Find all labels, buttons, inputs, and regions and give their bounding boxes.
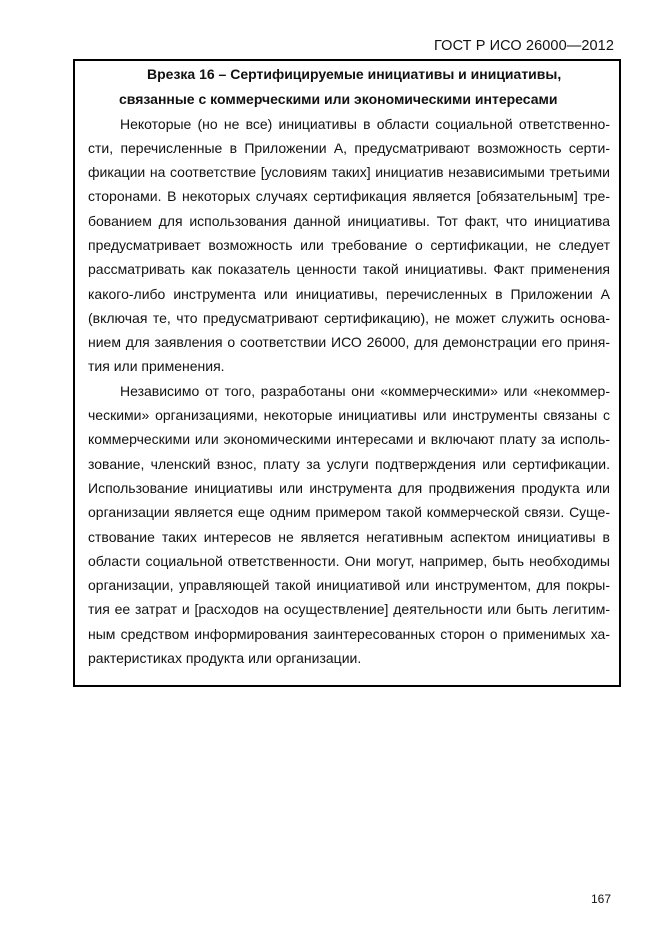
inset-title-line-2: связанные с коммерческими или экономическими интересами	[119, 91, 558, 107]
text-line: Независимо от того, разработаны они «коммерческими» или «некоммер-	[120, 383, 610, 399]
text-line: (включая те, что предусматривают сертификацию), не может служить основа-	[88, 310, 610, 326]
text-line: коммерческими или экономическими интересами и включают плату за исполь-	[88, 431, 610, 447]
text-line: ным средством информирования заинтересованных сторон о применимых ха-	[88, 626, 610, 642]
inset-title-line-1: Врезка 16 – Сертифицируемые инициативы и инициативы,	[147, 66, 562, 82]
text-line: ческими» организациями, некоторые инициативы или инструменты связаны с	[88, 407, 610, 423]
text-line: предусматривает возможность или требование о сертификации, не следует	[88, 237, 610, 253]
text-line: какого-либо инструмента или инициативы, перечисленных в Приложении А	[88, 286, 610, 302]
text-line: организации, управляющей такой инициативой или инструментом, для покры-	[88, 577, 610, 593]
text-line: области социальной ответственности. Они могут, например, быть необходимы	[88, 553, 610, 569]
text-line: рассматривать как показатель ценности такой инициативы. Факт применения	[88, 261, 610, 277]
text-line: сторонами. В некоторых случаях сертификация является [обязательным] тре-	[88, 188, 610, 204]
text-line: бованием для использования данной инициативы. Тот факт, что инициатива	[88, 213, 610, 229]
text-line: тия или применения.	[88, 358, 225, 374]
text-line: Использование инициативы или инструмента для продвижения продукта или	[88, 480, 610, 496]
text-line: сти, перечисленные в Приложении А, предусматривают возможность серти-	[88, 140, 610, 156]
text-line: зование, членский взнос, плату за услуги подтверждения или сертификации.	[88, 456, 610, 472]
text-line: нием для заявления о соответствии ИСО 26000, для демонстрации его приня-	[88, 334, 610, 350]
page-number: 167	[590, 892, 611, 906]
text-line: фикации на соответствие [условиям таких] инициатив независимыми третьими	[88, 164, 610, 180]
text-line: Некоторые (но не все) инициативы в области социальной ответственно-	[120, 116, 610, 132]
text-line: рактеристиках продукта или организации.	[88, 650, 362, 666]
text-line: организации является еще одним примером такой коммерческой связи. Суще-	[88, 504, 610, 520]
page-header: ГОСТ Р ИСО 26000—2012	[434, 38, 614, 54]
text-line: ствование таких интересов не является негативным аспектом инициативы в	[88, 529, 610, 545]
text-line: тия ее затрат и [расходов на осуществление] деятельности или быть легитим-	[88, 601, 610, 617]
